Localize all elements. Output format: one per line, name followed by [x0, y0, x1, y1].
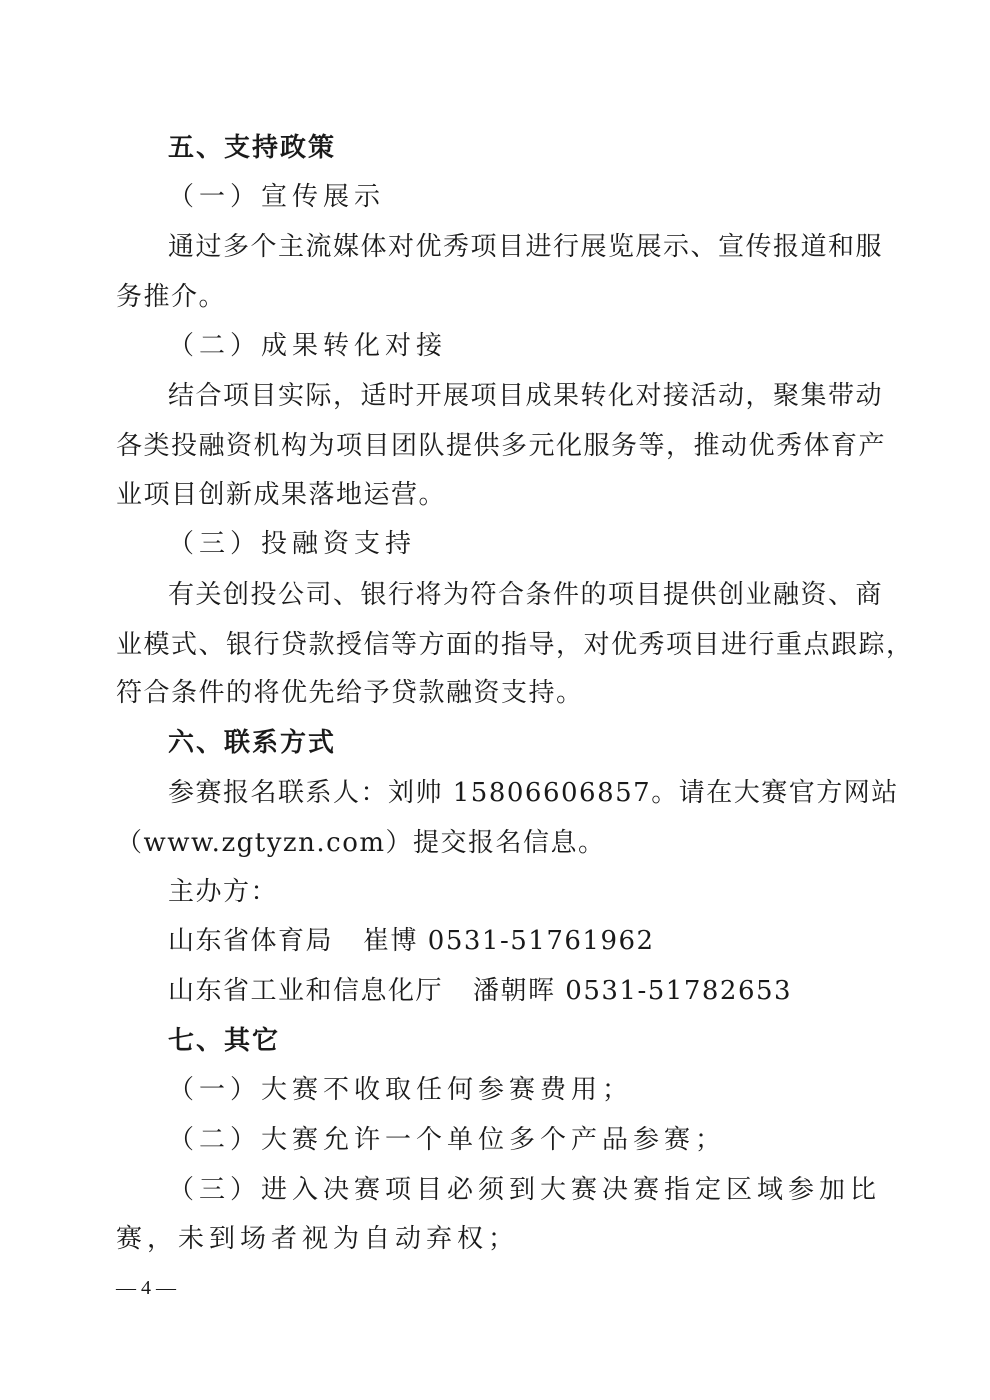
paragraph-line: 通过多个主流媒体对优秀项目进行展览展示、宣传报道和服 — [168, 232, 884, 262]
organizer-row — [168, 924, 655, 958]
paragraph-line: 符合条件的将优先给予贷款融资支持。 — [116, 678, 584, 708]
contact-website-line: （www.zgtyzn.com）提交报名信息。 — [116, 828, 606, 858]
organizer-person: 潘朝晖 — [473, 976, 556, 1006]
subheading-publicity: （一）宣传展示 — [168, 182, 386, 212]
list-item: （三）进入决赛项目必须到大赛决赛指定区域参加比 — [168, 1175, 882, 1205]
organizer-row — [168, 974, 792, 1008]
contact-line: 参赛报名联系人：刘帅 15806606857。请在大赛官方网站 — [168, 778, 899, 808]
list-item: 赛，未到场者视为自动弃权； — [116, 1224, 520, 1254]
paragraph-line: 各类投融资机构为项目团队提供多元化服务等，推动优秀体育产 — [116, 431, 887, 461]
subheading-financing-support: （三）投融资支持 — [168, 529, 417, 559]
organizer-person: 崔博 — [363, 926, 419, 956]
section-heading-contact: 六、联系方式 — [168, 728, 337, 758]
organizer-name: 山东省工业和信息化厅 — [168, 976, 444, 1006]
organizer-label: 主办方： — [168, 877, 279, 907]
organizer-phone: 0531-51782653 — [565, 976, 793, 1006]
paragraph-line: 务推介。 — [116, 282, 227, 312]
section-heading-support-policy: 五、支持政策 — [168, 133, 337, 163]
paragraph-line: 结合项目实际，适时开展项目成果转化对接活动，聚集带动 — [168, 381, 884, 411]
page-number: — 4 — — [116, 1277, 176, 1299]
paragraph-line: 有关创投公司、银行将为符合条件的项目提供创业融资、商 — [168, 580, 884, 610]
organizer-phone: 0531-51761962 — [427, 926, 655, 956]
paragraph-line: 业模式、银行贷款授信等方面的指导，对优秀项目进行重点跟踪， — [116, 630, 914, 660]
list-item: （一）大赛不收取任何参赛费用； — [168, 1075, 634, 1105]
list-item: （二）大赛允许一个单位多个产品参赛； — [168, 1125, 727, 1155]
paragraph-line: 业项目创新成果落地运营。 — [116, 480, 447, 510]
organizer-name: 山东省体育局 — [168, 926, 334, 956]
subheading-achievement-transfer: （二）成果转化对接 — [168, 331, 448, 361]
section-heading-other: 七、其它 — [168, 1026, 281, 1056]
